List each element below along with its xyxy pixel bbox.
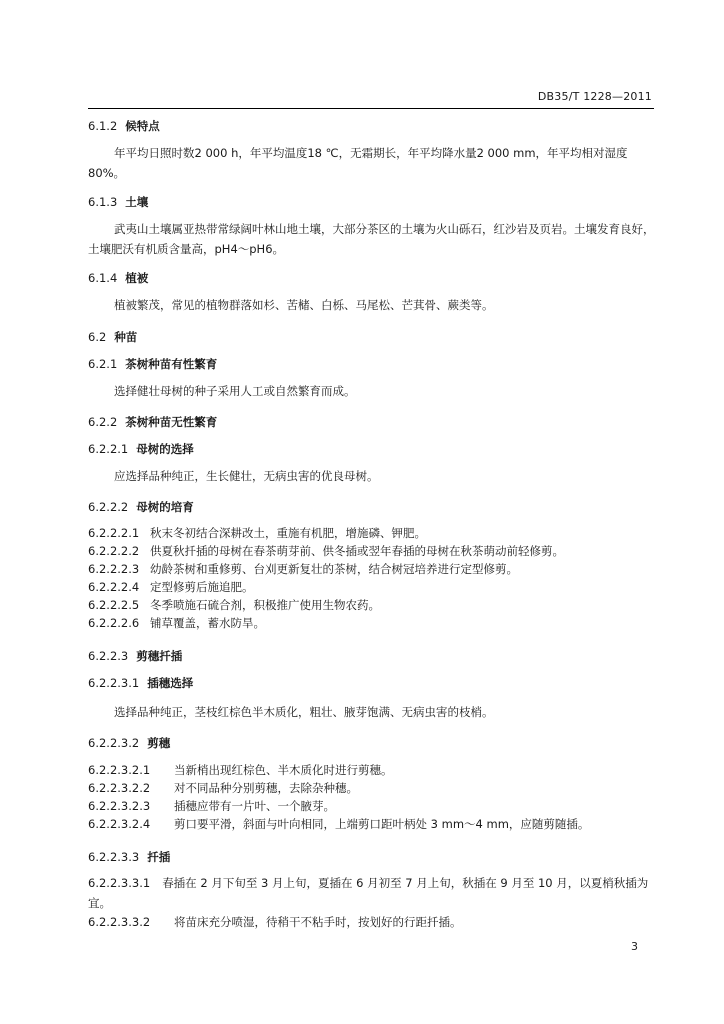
list-item: [88, 873, 656, 913]
list-item: [88, 778, 656, 798]
item-number: 6.2.2.3.2.3: [88, 799, 151, 813]
header-rule: [88, 108, 654, 109]
section-heading: [88, 499, 194, 515]
item-text: 当新梢出现红棕色、半木质化时进行剪穗。: [174, 763, 393, 777]
section-number: 6.2.2: [88, 415, 118, 429]
section-title: 种苗: [114, 330, 138, 344]
section-title: 茶树种苗无性繁育: [125, 415, 218, 429]
section-number: 6.1.3: [88, 195, 118, 209]
list-item: [88, 541, 656, 561]
section-number: 6.2.2.1: [88, 442, 129, 456]
item-text: 对不同品种分别剪穗，去除杂种穗。: [174, 781, 358, 795]
item-number: 6.2.2.3.2.2: [88, 781, 151, 795]
section-heading: [88, 270, 148, 286]
item-text: 插穗应带有一片叶、一个腋芽。: [174, 799, 335, 813]
paragraph: 选择品种纯正，茎枝红棕色半木质化，粗壮、腋芽饱满、无病虫害的枝梢。: [114, 705, 494, 719]
item-number: 6.2.2.3.3.2: [88, 915, 151, 929]
section-title: 母树的选择: [136, 442, 194, 456]
list-item: [88, 595, 656, 615]
section-title: 候特点: [125, 119, 160, 133]
list-item: [88, 796, 656, 816]
section-heading: [88, 118, 160, 134]
paragraph: 植被繁茂，常见的植物群落如杉、苦槠、白栎、马尾松、芒萁骨、蕨类等。: [114, 298, 494, 312]
section-title: 插穗选择: [147, 676, 194, 690]
standard-code: DB35/T 1228—2011: [537, 90, 652, 103]
section-number: 6.2.2.3: [88, 649, 129, 663]
item-text: 剪口要平滑，斜面与叶向相同，上端剪口距叶柄处 3 mm～4 mm，应随剪随插。: [174, 817, 590, 831]
item-text: 春插在 2 月下旬至 3 月上旬，夏插在 6 月初至 7 月上旬，秋插在 9 月至 10 月，以夏梢秋插为宜。: [88, 876, 649, 910]
item-number: 6.2.2.3.2.4: [88, 817, 151, 831]
item-number: 6.2.2.3.2.1: [88, 763, 151, 777]
section-title: 剪穗: [147, 736, 171, 750]
section-number: 6.2.1: [88, 357, 118, 371]
item-text: 供夏秋扦插的母树在春茶萌芽前、供冬插或翌年春插的母树在秋茶萌动前轻修剪。: [150, 544, 564, 558]
list-item: [88, 559, 656, 579]
item-number: 6.2.2.2.6: [88, 616, 140, 630]
list-item: [88, 912, 656, 932]
item-text: 将苗床充分喷湿，待稍干不粘手时，按划好的行距扦插。: [174, 915, 462, 929]
list-item: [88, 577, 656, 597]
section-title: 扦插: [147, 850, 171, 864]
section-title: 茶树种苗有性繁育: [125, 357, 218, 371]
paragraph: 年平均日照时数2 000 h，年平均温度18 ℃，无霜期长，年平均降水量2 000 mm，年平均相对湿度80%。: [88, 146, 628, 180]
section-number: 6.1.2: [88, 119, 118, 133]
item-text: 铺草覆盖，蓄水防旱。: [150, 616, 265, 630]
section-number: 6.2.2.3.1: [88, 676, 140, 690]
section-heading: [88, 194, 148, 210]
section-number: 6.2.2.3.3: [88, 850, 140, 864]
section-number: 6.2.2.2: [88, 500, 129, 514]
item-number: 6.2.2.2.5: [88, 598, 140, 612]
section-title: 母树的培育: [136, 500, 194, 514]
item-number: 6.2.2.3.3.1: [88, 876, 151, 890]
list-item: [88, 760, 656, 780]
section-number: 6.2.2.3.2: [88, 736, 140, 750]
section-title: 土壤: [125, 195, 149, 209]
section-heading: [88, 329, 137, 345]
list-item: [88, 613, 656, 633]
section-number: 6.1.4: [88, 271, 118, 285]
paragraph: 武夷山土壤属亚热带常绿阔叶林山地土壤，大部分茶区的土壤为火山砾石，红沙岩及页岩。土壤发育良好，土壤肥沃有机质含量高，pH4～pH6。: [88, 222, 655, 256]
list-item: [88, 523, 656, 543]
section-number: 6.2: [88, 330, 107, 344]
item-text: 冬季喷施石硫合剂，积极推广使用生物农药。: [150, 598, 380, 612]
section-heading: [88, 675, 193, 691]
section-heading: [88, 648, 182, 664]
item-number: 6.2.2.2.1: [88, 526, 140, 540]
section-title: 剪穗扦插: [136, 649, 183, 663]
section-heading: [88, 735, 170, 751]
section-heading: [88, 414, 217, 430]
item-number: 6.2.2.2.4: [88, 580, 140, 594]
item-text: 定型修剪后施追肥。: [150, 580, 254, 594]
item-number: 6.2.2.2.3: [88, 562, 140, 576]
section-heading: [88, 356, 217, 372]
item-text: 幼龄茶树和重修剪、台刈更新复壮的茶树，结合树冠培养进行定型修剪。: [150, 562, 518, 576]
page-number: 3: [631, 940, 638, 953]
item-text: 秋末冬初结合深耕改土，重施有机肥，增施磷、钾肥。: [150, 526, 426, 540]
paragraph: 选择健壮母树的种子采用人工或自然繁育而成。: [114, 384, 356, 398]
section-heading: [88, 849, 170, 865]
list-item: [88, 814, 656, 834]
item-number: 6.2.2.2.2: [88, 544, 140, 558]
paragraph: 应选择品种纯正，生长健壮，无病虫害的优良母树。: [114, 469, 379, 483]
section-title: 植被: [125, 271, 149, 285]
section-heading: [88, 441, 194, 457]
